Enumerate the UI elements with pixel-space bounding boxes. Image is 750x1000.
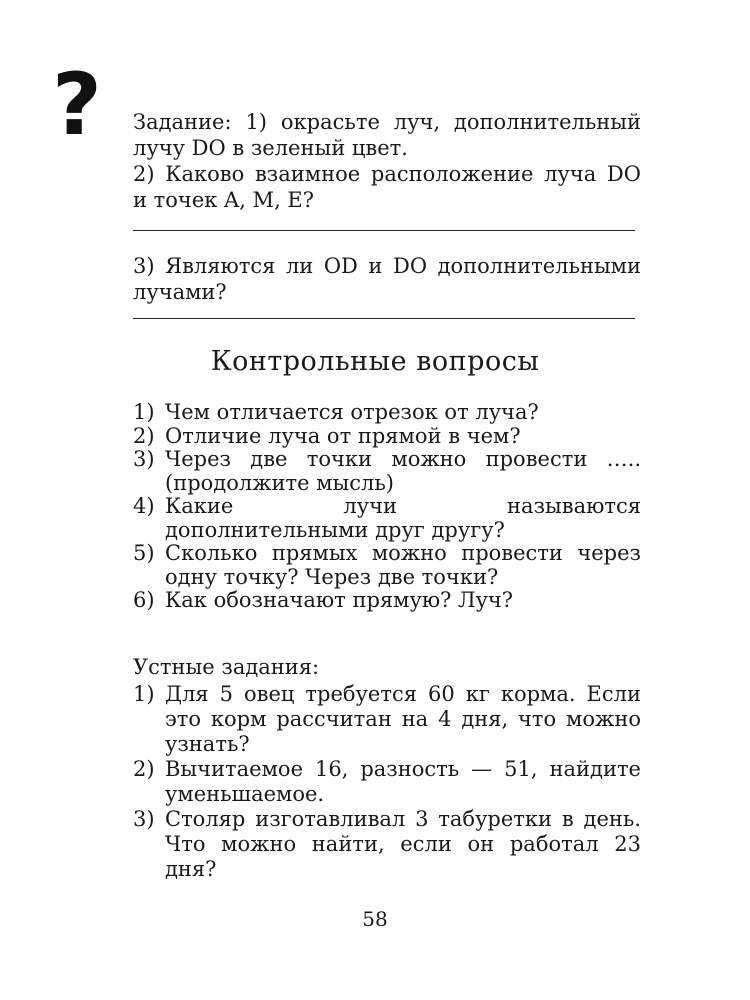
list-item: [133, 807, 641, 882]
page-number: 58: [362, 907, 388, 931]
control-questions-list: [133, 401, 641, 613]
task-part-2: 2) Каково взаимное расположение луча DO и точек A, M, E?: [133, 162, 641, 212]
item-text: Сколько прямых можно провести через одну точку? Через две точки?: [165, 541, 641, 589]
item-number: 1): [133, 400, 155, 424]
list-item: [133, 542, 641, 589]
list-item: [133, 401, 641, 425]
task-block: [133, 109, 641, 213]
list-item: [133, 425, 641, 449]
item-number: 3): [133, 807, 155, 831]
item-text: Через две точки можно провести ….. (продолжите мысль): [165, 447, 641, 495]
item-number: 5): [133, 541, 155, 565]
list-item: [133, 589, 641, 613]
item-text: Чем отличается отрезок от луча?: [165, 400, 539, 424]
list-item: [133, 682, 641, 757]
item-text: Для 5 овец требуется 60 кг корма. Если это корм рассчитан на 4 дня, что можно узнать?: [165, 682, 641, 756]
item-text: Как обозначают прямую? Луч?: [165, 588, 514, 612]
item-text: Отличие луча от прямой в чем?: [165, 423, 521, 448]
item-number: 1): [133, 682, 155, 706]
task-part-3: 3) Являются ли OD и DO дополнительными лучами?: [133, 254, 641, 304]
task-part-1: Задание: 1) окрасьте луч, дополнительный лучу DO в зеленый цвет.: [133, 110, 641, 160]
item-number: 3): [133, 447, 155, 471]
task-block-3: [133, 253, 641, 305]
item-number: 2): [133, 757, 155, 781]
oral-tasks-heading: Устные задания:: [133, 655, 320, 679]
answer-line-1: [133, 230, 635, 231]
item-number: 6): [133, 588, 155, 612]
item-number: 2): [133, 423, 155, 448]
item-text: Вычитаемое 16, разность — 51, найдите уменьшаемое.: [165, 757, 641, 806]
list-item: [133, 495, 641, 542]
answer-line-2: [133, 318, 635, 319]
oral-tasks-list: [133, 682, 641, 882]
question-mark-icon: ?: [52, 55, 102, 155]
item-text: Столяр изготавливал 3 табуретки в день. Что можно найти, если он работал 23 дня?: [165, 807, 641, 881]
list-item: [133, 757, 641, 807]
item-number: 4): [133, 494, 155, 518]
section-title: Контрольные вопросы: [210, 346, 540, 377]
list-item: [133, 448, 641, 495]
item-text: Какие лучи называются дополнительными друг другу?: [165, 494, 641, 542]
